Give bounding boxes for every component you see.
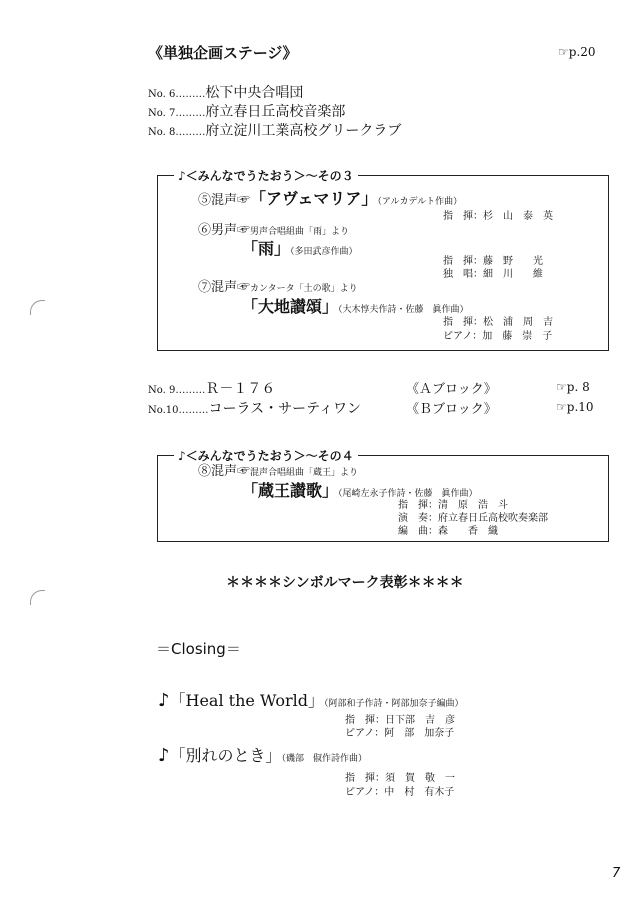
song-8-title: 「蔵王讃歌」（尾崎左永子作詩・佐藤 眞作曲） bbox=[242, 481, 478, 500]
credit-performer: 演 奏：府立春日丘高校吹奏楽部 bbox=[398, 513, 548, 524]
program-item: No.10………コーラス・サーティワン bbox=[148, 401, 361, 417]
credit-conductor: 指 揮：須 賀 敬 一 bbox=[345, 773, 455, 784]
box-header: ♪＜みんなでうたおう＞〜その４ bbox=[174, 447, 358, 464]
program-item: No. 8………府立淀川工業高校グリークラブ bbox=[148, 123, 402, 139]
credit-conductor: 指 揮：清 原 浩 斗 bbox=[398, 500, 508, 511]
credit-conductor: 指 揮：杉 山 泰 英 bbox=[443, 211, 553, 222]
credit-soloist: 独 唱：細 川 維 bbox=[443, 269, 543, 280]
song-6-title: 「雨」（多田武彦作曲） bbox=[242, 239, 358, 258]
credit-conductor: 指 揮：藤 野 光 bbox=[443, 256, 543, 267]
song-7: ⑦混声☞カンタータ「土の歌」より bbox=[198, 280, 358, 295]
song-6: ⑥男声☞男声合唱組曲「雨」より bbox=[198, 223, 350, 238]
page-number: 7 bbox=[612, 866, 621, 881]
credit-conductor: 指 揮：日下部 吉 彦 bbox=[345, 715, 455, 726]
page-reference: ☞p. 8 bbox=[556, 380, 590, 394]
closing-song-1: ♪「Heal the World」（阿部和子作詩・阿部加奈子編曲） bbox=[158, 690, 464, 711]
credit-piano: ピアノ：阿 部 加奈子 bbox=[345, 728, 455, 739]
block-label: 《Ａブロック》 bbox=[406, 382, 497, 397]
section-title: 《単独企画ステージ》 bbox=[148, 44, 298, 62]
program-item: No. 7………府立春日丘高校音楽部 bbox=[148, 104, 346, 120]
closing-song-2: ♪「別れのとき」（磯部 俶作詩作曲） bbox=[158, 745, 368, 766]
credit-piano: ピアノ：中 村 有木子 bbox=[345, 787, 455, 798]
punch-hole-mark bbox=[30, 590, 45, 605]
page-reference: ☞p.20 bbox=[558, 45, 596, 59]
credit-conductor: 指 揮：松 浦 周 吉 bbox=[443, 317, 553, 328]
symbol-award-heading: ＊＊＊＊シンボルマーク表彰＊＊＊＊ bbox=[226, 575, 464, 591]
block-label: 《Ｂブロック》 bbox=[406, 402, 497, 417]
credit-piano: ピアノ：加 藤 崇 子 bbox=[443, 331, 553, 342]
credit-arranger: 編 曲：森 香 織 bbox=[398, 526, 498, 537]
punch-hole-mark bbox=[30, 300, 45, 315]
song-7-title: 「大地讃頌」（大木惇夫作詩・佐藤 眞作曲） bbox=[242, 297, 469, 316]
program-item: No. 6………松下中央合唱団 bbox=[148, 85, 304, 101]
program-item: No. 9………Ｒ－１７６ bbox=[148, 381, 276, 397]
closing-heading: ＝Closing＝ bbox=[156, 640, 241, 658]
song-8: ⑧混声☞混声合唱組曲「蔵王」より bbox=[198, 464, 359, 479]
song-5: ⑤混声☞「アヴェマリア」（アルカデルト作曲） bbox=[198, 189, 463, 208]
box-header: ♪＜みんなでうたおう＞〜その３ bbox=[174, 167, 358, 184]
page-reference: ☞p.10 bbox=[556, 400, 594, 414]
